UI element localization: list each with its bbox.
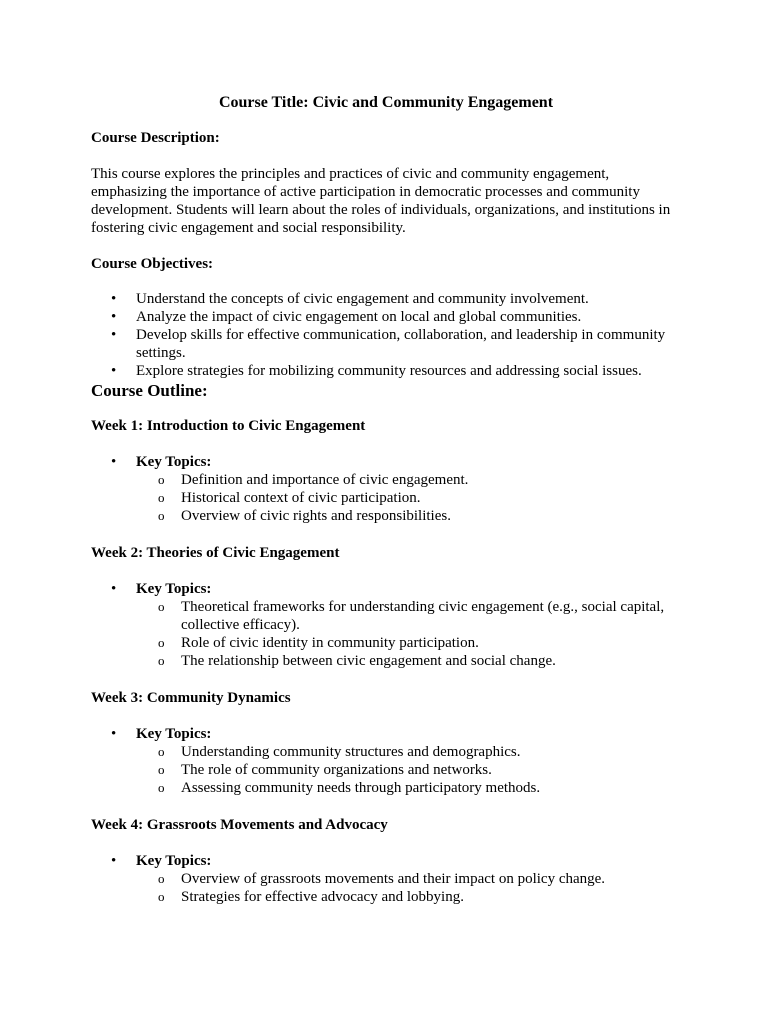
key-topics-list [91,453,681,525]
topic-item: o Theoretical frameworks for understanding civic engagement (e.g., social capital, collective efficacy). [136,598,681,634]
topic-list [136,598,681,670]
topic-item: o Understanding community structures and demographics. [136,743,681,761]
key-topics-label: Key Topics: [136,581,212,597]
topic-item: o Definition and importance of civic engagement. [136,471,681,489]
key-topics-item [91,852,681,906]
key-topics-list [91,580,681,670]
week-3-section [91,689,681,797]
topic-item: o Role of civic identity in community participation. [136,634,681,652]
key-topics-item [91,580,681,670]
outline-heading: Course Outline: [91,381,208,400]
week-heading: Week 1: Introduction to Civic Engagement [91,418,366,434]
key-topics-list [91,852,681,906]
topic-list [136,870,681,906]
week-heading: Week 4: Grassroots Movements and Advocacy [91,817,388,833]
document-page [91,93,681,925]
topic-item: o Overview of civic rights and responsibilities. [136,507,681,525]
objective-item: • Understand the concepts of civic engagement and community involvement. [91,290,681,308]
week-heading: Week 2: Theories of Civic Engagement [91,545,340,561]
topic-item: o The relationship between civic engagement and social change. [136,652,681,670]
topic-item: o Overview of grassroots movements and their impact on policy change. [136,870,681,888]
key-topics-item [91,453,681,525]
week-2-section [91,544,681,670]
topic-list [136,743,681,797]
objective-item: • Explore strategies for mobilizing community resources and addressing social issues. [91,362,681,380]
topic-item: o The role of community organizations and networks. [136,761,681,779]
week-1-section [91,417,681,525]
objectives-heading: Course Objectives: [91,256,214,272]
description-text: This course explores the principles and practices of civic and community engagement, emphasizing the importance of active participation in democratic processes and community development. Students will learn about the roles of individuals, organizations, and institutions in fostering civic engagement and social responsibility. [91,166,671,236]
key-topics-item [91,725,681,797]
course-title: Course Title: Civic and Community Engagement [218,94,554,111]
topic-item: o Historical context of civic participation. [136,489,681,507]
key-topics-list [91,725,681,797]
topic-list [136,471,681,525]
key-topics-label: Key Topics: [136,726,212,742]
objective-item: • Develop skills for effective communication, collaboration, and leadership in community settings. [91,326,681,362]
topic-item: o Strategies for effective advocacy and lobbying. [136,888,681,906]
description-heading: Course Description: [91,130,220,146]
key-topics-label: Key Topics: [136,454,212,470]
week-heading: Week 3: Community Dynamics [91,690,291,706]
week-4-section [91,816,681,906]
topic-item: o Assessing community needs through participatory methods. [136,779,681,797]
objective-item: • Analyze the impact of civic engagement on local and global communities. [91,308,681,326]
objectives-list [91,290,681,380]
key-topics-label: Key Topics: [136,853,212,869]
